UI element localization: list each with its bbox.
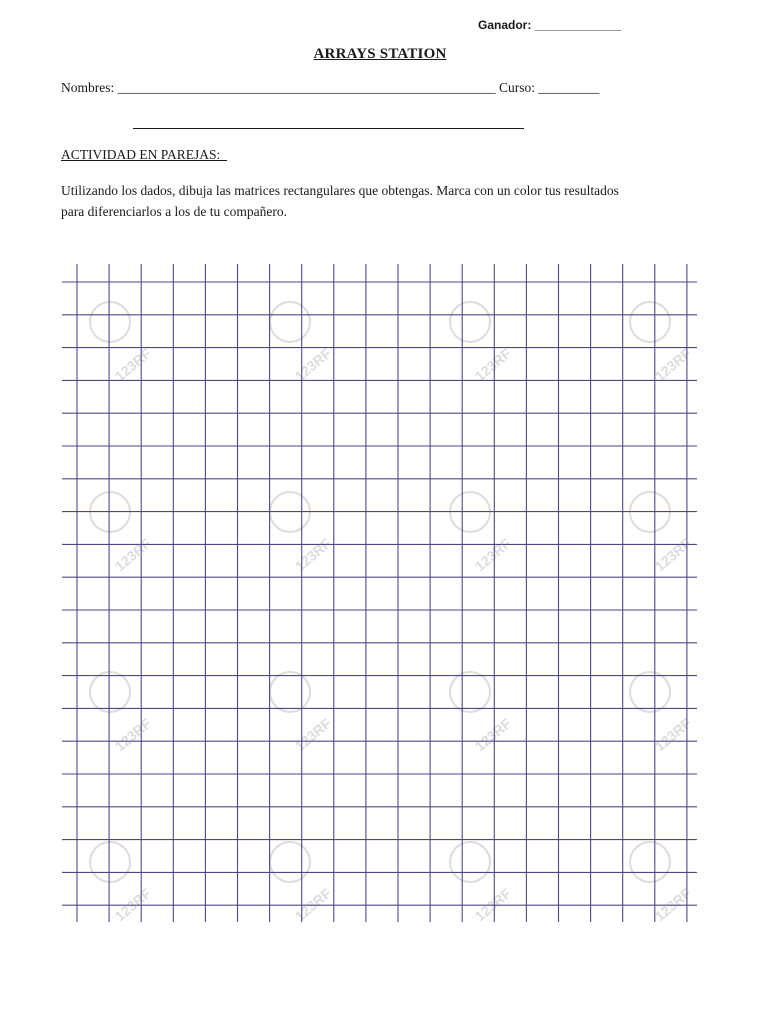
watermark-stamp — [450, 842, 514, 924]
watermark-brand-text: 123RF — [471, 715, 515, 755]
watermark-brand-text: 123RF — [111, 535, 155, 575]
watermark-brand-text: 123RF — [651, 535, 695, 575]
watermark-camera-icon — [90, 302, 130, 342]
watermark-brand-text: 123RF — [291, 345, 335, 385]
watermark-camera-icon — [270, 302, 310, 342]
watermark-camera-icon — [90, 842, 130, 882]
watermark-brand-text: 123RF — [291, 535, 335, 575]
watermark-brand-text: 123RF — [111, 885, 155, 924]
activity-heading: ACTIVIDAD EN PAREJAS: — [61, 147, 228, 162]
watermark-stamp — [450, 492, 514, 574]
watermark-stamp — [450, 672, 514, 754]
watermark-brand-text: 123RF — [471, 885, 515, 924]
watermark-camera-icon — [630, 842, 670, 882]
watermark-stamp — [90, 842, 154, 924]
instructions-text: Utilizando los dados, dibuja las matrices rectangulares que obtengas. Marca con un color tus resultados para diferenciarlos a los de tu compañero. — [61, 183, 619, 219]
watermark-brand-text: 123RF — [651, 345, 695, 385]
names-course-line: Nombres: ________________________________________________________ Curso: _________ — [61, 80, 600, 95]
watermark-brand-text: 123RF — [471, 345, 515, 385]
watermark-stamp — [90, 672, 154, 754]
watermark-stamp — [90, 492, 154, 574]
watermark-camera-icon — [270, 672, 310, 712]
watermark-stamp — [630, 672, 694, 754]
graph-grid — [60, 262, 700, 924]
winner-label: Ganador: _____________ — [478, 18, 622, 32]
grid-lines — [62, 264, 697, 922]
watermark-brand-text: 123RF — [111, 715, 155, 755]
watermark-layer — [90, 302, 694, 924]
blank-name-line — [133, 128, 524, 129]
page-title: ARRAYS STATION — [313, 46, 447, 62]
watermark-camera-icon — [90, 672, 130, 712]
watermark-camera-icon — [630, 672, 670, 712]
watermark-brand-text: 123RF — [471, 535, 515, 575]
watermark-camera-icon — [450, 672, 490, 712]
watermark-brand-text: 123RF — [291, 715, 335, 755]
watermark-brand-text: 123RF — [111, 345, 155, 385]
watermark-camera-icon — [630, 302, 670, 342]
watermark-camera-icon — [450, 302, 490, 342]
watermark-brand-text: 123RF — [651, 715, 695, 755]
watermark-camera-icon — [270, 842, 310, 882]
watermark-brand-text: 123RF — [651, 885, 695, 924]
watermark-stamp — [630, 842, 694, 924]
watermark-brand-text: 123RF — [291, 885, 335, 924]
watermark-camera-icon — [450, 842, 490, 882]
watermark-stamp — [630, 492, 694, 574]
